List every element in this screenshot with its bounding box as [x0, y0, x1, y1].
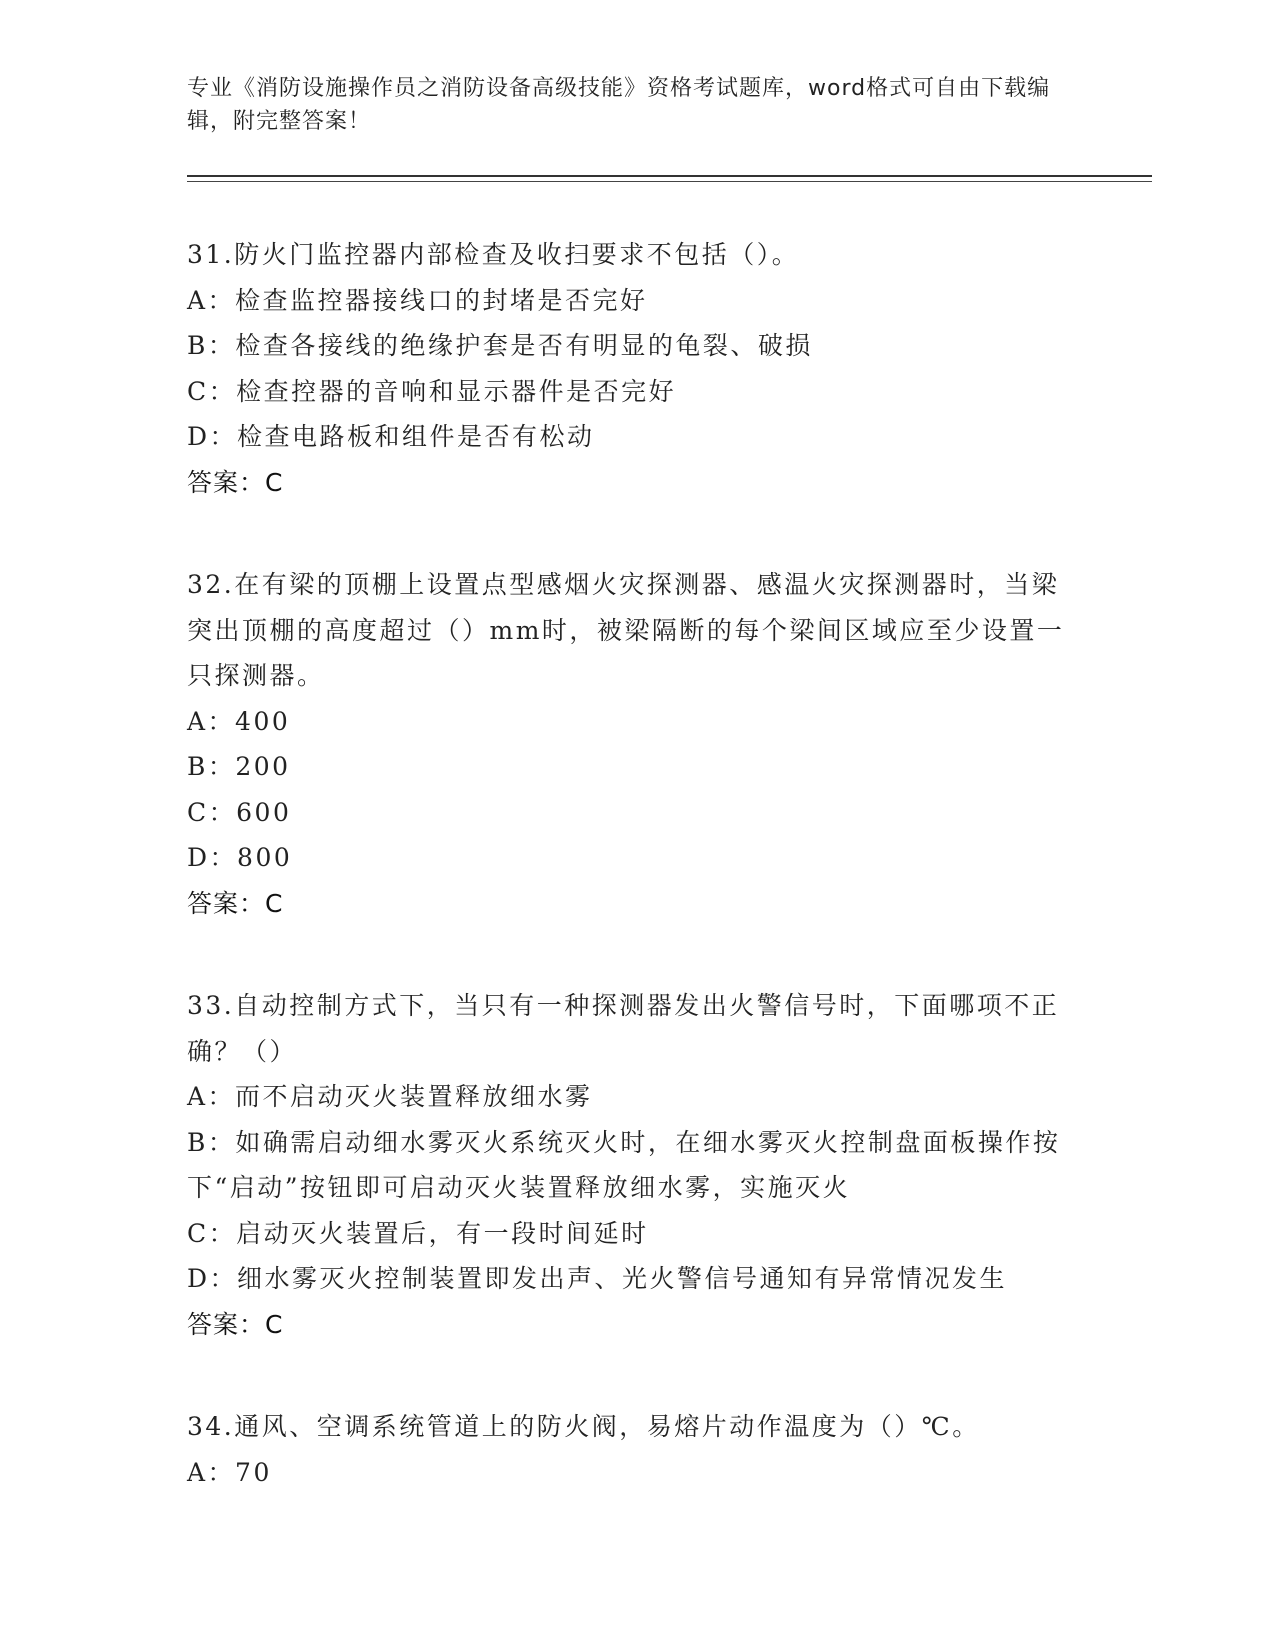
question-stem: 34.通风、空调系统管道上的防火阀，易熔片动作温度为（）℃。 — [187, 1412, 980, 1441]
option-b: B：200 — [187, 752, 291, 781]
answer-line: 答案：C — [187, 1309, 284, 1339]
option-a: A：400 — [187, 706, 291, 736]
header-divider-thin — [187, 181, 1152, 182]
option-d: D：检查电路板和组件是否有松动 — [187, 422, 595, 451]
option-c: C：启动灭火装置后，有一段时间延时 — [187, 1218, 649, 1248]
question-31 — [187, 232, 1077, 505]
option-a: A：检查监控器接线口的封堵是否完好 — [187, 285, 648, 315]
document-header: 专业《消防设施操作员之消防设备高级技能》资格考试题库，word格式可自由下载编辑，附完整答案！ — [187, 76, 1051, 134]
option-c: C：检查控器的音响和显示器件是否完好 — [187, 376, 677, 406]
option-b: B：如确需启动细水雾灭火系统灭火时，在细水雾灭火控制盘面板操作按下“启动”按钮即可启动灭火装置释放细水雾，实施灭火 — [187, 1127, 1061, 1202]
option-a: A：而不启动灭火装置释放细水雾 — [187, 1082, 593, 1111]
option-d: D：800 — [187, 843, 293, 872]
question-stem: 32.在有梁的顶棚上设置点型感烟火灾探测器、感温火灾探测器时，当梁突出顶棚的高度超过（）mm时，被梁隔断的每个梁间区域应至少设置一只探测器。 — [187, 570, 1065, 690]
answer-line: 答案：C — [187, 888, 284, 918]
question-32 — [187, 562, 1077, 926]
question-list — [187, 232, 1077, 1552]
option-d: D：细水雾灭火控制装置即发出声、光火警信号通知有异常情况发生 — [187, 1264, 1008, 1293]
answer-line: 答案：C — [187, 467, 284, 497]
question-stem: 33.自动控制方式下，当只有一种探测器发出火警信号时，下面哪项不正确？（） — [187, 991, 1060, 1066]
question-stem: 31.防火门监控器内部检查及收扫要求不包括（）。 — [187, 240, 800, 269]
option-b: B：检查各接线的绝缘护套是否有明显的龟裂、破损 — [187, 331, 813, 360]
question-33 — [187, 983, 1077, 1347]
question-34 — [187, 1404, 1077, 1495]
option-c: C：600 — [187, 797, 292, 827]
header-divider-thick — [187, 175, 1152, 177]
option-a: A：70 — [187, 1457, 272, 1487]
